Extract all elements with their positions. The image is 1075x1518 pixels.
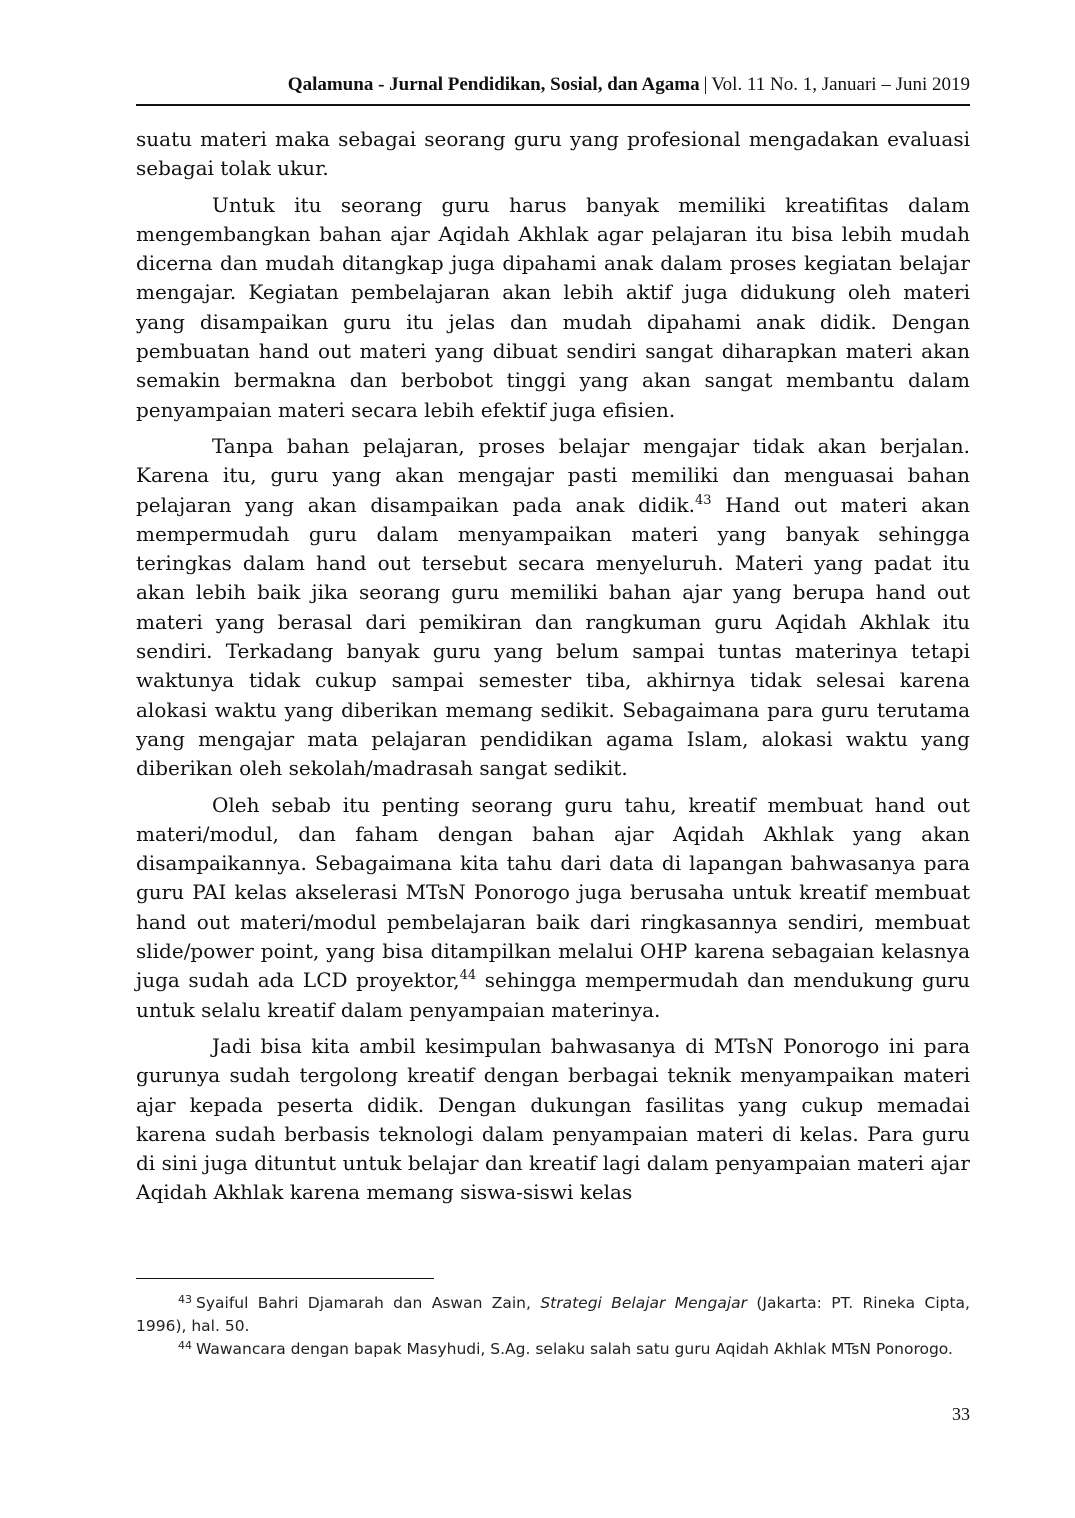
footnote-book-title: Strategi Belajar Mengajar <box>540 1294 747 1312</box>
footnote-number: 44 <box>178 1339 192 1352</box>
header-separator: | <box>703 74 708 95</box>
footnotes <box>136 1292 970 1361</box>
running-header <box>136 72 970 98</box>
paragraph-3-part-1: Tanpa bahan pelajaran, proses belajar mengajar tidak akan berjalan. Karena itu, guru yang akan mengajar pasti memiliki dan menguasai bahan pelajaran yang akan disampaikan pada anak didik. <box>136 433 970 517</box>
journal-volume: Vol. 11 No. 1, Januari – Juni 2019 <box>711 74 970 95</box>
footnote-44 <box>136 1338 970 1361</box>
paragraph-3 <box>136 432 970 784</box>
footnote-number: 43 <box>178 1293 192 1306</box>
footnote-text: (Jakarta: PT. Rineka Cipta, 1996), hal. 50. <box>136 1294 970 1335</box>
paragraph-4-part-2: sehingga mempermudah dan mendukung guru untuk selalu kreatif dalam penyampaian materinya. <box>136 968 970 1022</box>
article-body <box>136 125 970 1215</box>
paragraph-1: suatu materi maka sebagai seorang guru yang profesional mengadakan evaluasi sebagai tolak ukur. <box>136 127 970 181</box>
header-rule <box>136 104 970 106</box>
page-number: 33 <box>952 1404 970 1424</box>
footnote-ref-43[interactable]: 43 <box>695 492 712 508</box>
journal-title: Qalamuna - Jurnal Pendidikan, Sosial, dan Agama <box>287 74 700 95</box>
footnote-43 <box>136 1292 970 1338</box>
footnote-ref-44[interactable]: 44 <box>459 968 477 984</box>
paragraph-3-part-2: Hand out materi akan mempermudah guru dalam menyampaikan materi yang banyak sehingga teringkas dalam hand out tersebut secara menyeluruh. Materi yang padat itu akan lebih baik jika seorang guru memiliki bahan ajar yang berupa hand out materi yang berasal dari pemikiran dan rangkuman guru Aqidah Akhlak itu sendiri. Terkadang banyak guru yang belum sampai tuntas materinya tetapi waktunya tidak cukup sampai semester tiba, akhirnya tidak selesai karena alokasi waktu yang diberikan memang sedikit. Sebagaimana para guru terutama yang mengajar mata pelajaran pendidikan agama Islam, alokasi waktu yang diberikan oleh sekolah/madrasah sangat sedikit. <box>136 492 970 781</box>
paragraph-4 <box>136 791 970 1025</box>
footnote-rule <box>136 1278 434 1279</box>
journal-page <box>136 0 970 1518</box>
footnote-text: Syaiful Bahri Djamarah dan Aswan Zain, <box>196 1294 541 1312</box>
paragraph-2: Untuk itu seorang guru harus banyak memiliki kreatifitas dalam mengembangkan bahan ajar Aqidah Akhlak agar pelajaran itu bisa lebih mudah dicerna dan mudah ditangkap juga dipahami anak dalam proses kegiatan belajar mengajar. Kegiatan pembelajaran akan lebih aktif juga didukung oleh materi yang disampaikan guru itu jelas dan mudah dipahami anak didik. Dengan pembuatan hand out materi yang dibuat sendiri sangat diharapkan materi akan semakin bermakna dan berbobot tinggi yang akan sangat membantu dalam penyampaian materi secara lebih efektif juga efisien. <box>136 192 970 422</box>
paragraph-4-part-1: Oleh sebab itu penting seorang guru tahu, kreatif membuat hand out materi/modul, dan faham dengan bahan ajar Aqidah Akhlak yang akan disampaikannya. Sebagaimana kita tahu dari data di lapangan bahwasanya para guru PAI kelas akselerasi MTsN Ponorogo juga berusaha untuk kreatif membuat hand out materi/modul pembelajaran baik dari ringkasannya sendiri, membuat slide/power point, yang bisa ditampilkan melalui OHP karena sebagaian kelasnya juga sudah ada LCD proyektor, <box>136 792 970 993</box>
paragraph-5: Jadi bisa kita ambil kesimpulan bahwasanya di MTsN Ponorogo ini para gurunya sudah tergolong kreatif dengan berbagai teknik menyampaikan materi ajar kepada peserta didik. Dengan dukungan fasilitas yang cukup memadai karena sudah berbasis teknologi dalam penyampaian materi di kelas. Para guru di sini juga dituntut untuk belajar dan kreatif lagi dalam penyampaian materi ajar Aqidah Akhlak karena memang siswa-siswi kelas <box>136 1033 970 1205</box>
footnote-text: Wawancara dengan bapak Masyhudi, S.Ag. selaku salah satu guru Aqidah Akhlak MTsN Ponorogo. <box>196 1340 953 1358</box>
